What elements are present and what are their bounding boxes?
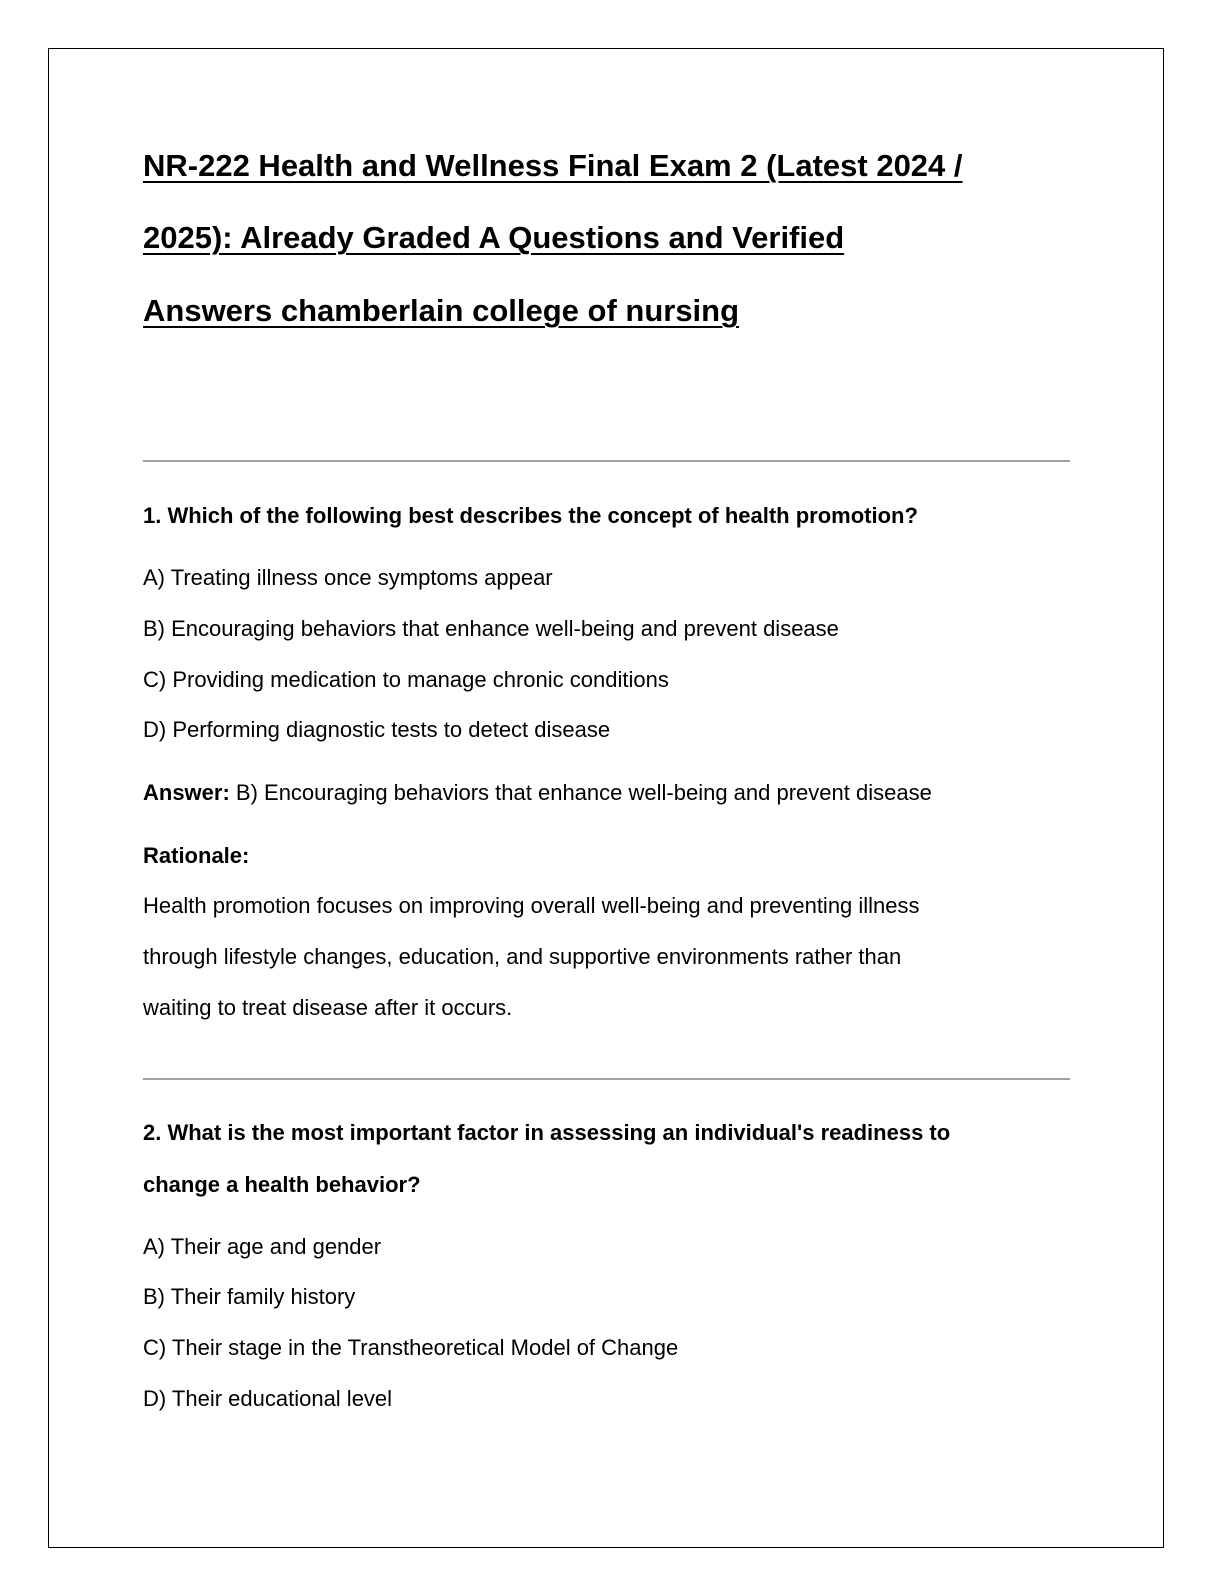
divider bbox=[143, 460, 1070, 462]
rationale-label: Rationale: bbox=[143, 843, 250, 868]
rationale-line-1: Health promotion focuses on improving overall well-being and preventing illness bbox=[143, 893, 920, 918]
answer-label: Answer: bbox=[143, 780, 230, 805]
answer bbox=[143, 780, 932, 806]
option-c: C) Their stage in the Transtheoretical Model of Change bbox=[143, 1335, 679, 1360]
option-a: A) Their age and gender bbox=[143, 1234, 382, 1259]
question-2-line-2: change a health behavior? bbox=[143, 1172, 421, 1197]
option-b: B) Encouraging behaviors that enhance well-being and prevent disease bbox=[143, 616, 839, 641]
option-c: C) Providing medication to manage chronic conditions bbox=[143, 667, 669, 692]
title-line-1: NR-222 Health and Wellness Final Exam 2 (Latest 2024 / bbox=[143, 148, 963, 183]
rationale-line-3: waiting to treat disease after it occurs. bbox=[143, 995, 513, 1020]
question-1: 1. Which of the following best describes the concept of health promotion? bbox=[143, 503, 918, 528]
option-a: A) Treating illness once symptoms appear bbox=[143, 565, 553, 590]
option-b: B) Their family history bbox=[143, 1284, 356, 1309]
option-d: D) Performing diagnostic tests to detect disease bbox=[143, 717, 611, 742]
answer-text: B) Encouraging behaviors that enhance well-being and prevent disease bbox=[229, 780, 932, 805]
title-line-2: 2025): Already Graded A Questions and Verified bbox=[143, 220, 845, 255]
option-d: D) Their educational level bbox=[143, 1386, 393, 1411]
question-2-line-1: 2. What is the most important factor in assessing an individual's readiness to bbox=[143, 1120, 951, 1145]
title-line-3: Answers chamberlain college of nursing bbox=[143, 293, 740, 328]
divider bbox=[143, 1078, 1070, 1080]
rationale-line-2: through lifestyle changes, education, and supportive environments rather than bbox=[143, 944, 902, 969]
